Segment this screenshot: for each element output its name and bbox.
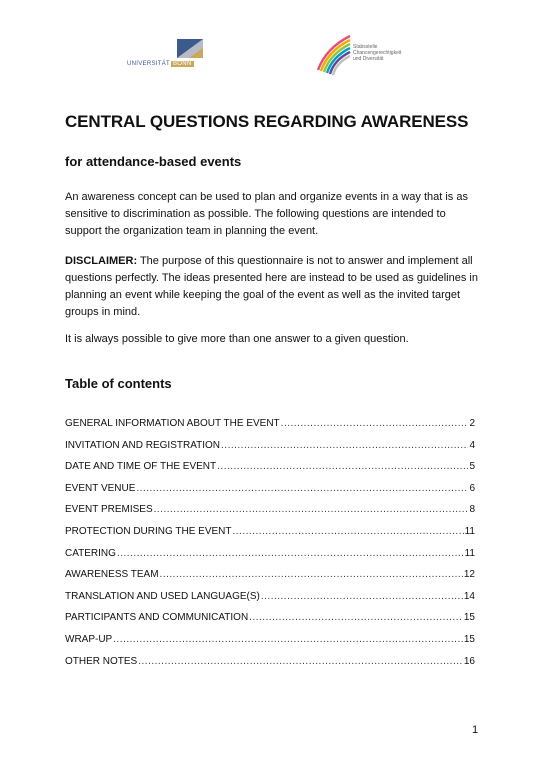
toc-entry-title: DATE AND TIME OF THE EVENT <box>65 461 217 473</box>
toc-leader-dots <box>233 525 464 539</box>
toc-leader-dots <box>249 611 463 625</box>
table-of-contents <box>65 417 475 676</box>
note-paragraph: It is always possible to give more than one answer to a given question. <box>65 333 409 345</box>
stabsstelle-text <box>353 44 423 62</box>
toc-leader-dots <box>113 633 463 647</box>
toc-heading: Table of contents <box>65 376 172 391</box>
toc-entry-page: 15 <box>463 612 475 624</box>
document-subtitle: for attendance-based events <box>65 154 242 169</box>
toc-entry-title: OTHER NOTES <box>65 655 138 667</box>
stripes-icon <box>316 30 352 76</box>
toc-leader-dots <box>281 417 469 431</box>
toc-entry[interactable] <box>65 655 475 677</box>
stabsstelle-line-3: und Diversität <box>353 56 384 62</box>
toc-entry[interactable] <box>65 482 475 504</box>
toc-entry[interactable] <box>65 417 475 439</box>
toc-leader-dots <box>154 503 469 517</box>
toc-entry-title: GENERAL INFORMATION ABOUT THE EVENT <box>65 418 280 429</box>
stabsstelle-line-1: Stabsstelle <box>353 44 378 50</box>
toc-entry-page: 11 <box>464 525 475 537</box>
toc-entry-title: CATERING <box>65 547 116 559</box>
toc-entry-page: 15 <box>463 633 475 645</box>
toc-leader-dots <box>117 547 464 561</box>
toc-leader-dots <box>261 590 463 604</box>
toc-entry[interactable] <box>65 633 475 655</box>
stabsstelle-line-2: Chancengerechtigkeit <box>353 50 402 56</box>
toc-entry-title: AWARENESS TEAM <box>65 569 159 581</box>
toc-entry-page: 4 <box>469 439 475 451</box>
toc-leader-dots <box>160 568 463 582</box>
stabsstelle-logo <box>316 30 426 76</box>
toc-entry-title: EVENT PREMISES <box>65 504 153 516</box>
toc-entry-page: 6 <box>469 482 475 494</box>
toc-leader-dots <box>221 439 468 453</box>
logo-word-universitaet: UNIVERSITÄT <box>127 61 170 67</box>
toc-entry[interactable] <box>65 568 475 590</box>
toc-entry-page: 12 <box>463 569 475 581</box>
toc-leader-dots <box>217 460 468 474</box>
toc-entry[interactable] <box>65 460 475 482</box>
toc-entry[interactable] <box>65 503 475 525</box>
toc-entry-title: TRANSLATION AND USED LANGUAGE(S) <box>65 590 260 602</box>
document-title: CENTRAL QUESTIONS REGARDING AWARENESS <box>65 112 469 131</box>
toc-entry-page: 8 <box>469 504 475 516</box>
toc-entry[interactable] <box>65 525 475 547</box>
intro-paragraph: An awareness concept can be used to plan and organize events in a way that is as sensitive to discrimination as possible. The following questions are intended to support the organization team in planning the event. <box>65 191 468 237</box>
toc-entry[interactable] <box>65 439 475 461</box>
toc-entry-title: PROTECTION DURING THE EVENT <box>65 525 232 537</box>
toc-entry-title: EVENT VENUE <box>65 482 136 494</box>
toc-entry[interactable] <box>65 611 475 633</box>
logo-block-gold <box>189 48 203 58</box>
toc-entry[interactable] <box>65 547 475 569</box>
disclaimer-paragraph <box>65 253 485 321</box>
toc-entry-page: 5 <box>469 461 475 473</box>
disclaimer-text: The purpose of this questionnaire is not to answer and implement all questions perfectly. The ideas presented here are instead to be used as guidelines in planning an event while keeping the goal of the event as well as the invited target groups in mind. <box>65 255 478 318</box>
toc-entry-page: 11 <box>464 547 475 559</box>
disclaimer-label: DISCLAIMER: <box>65 255 138 267</box>
toc-leader-dots <box>138 655 463 669</box>
toc-entry-title: PARTICIPANTS AND COMMUNICATION <box>65 612 249 624</box>
logo-wordmark <box>127 61 213 71</box>
toc-leader-dots <box>136 482 468 496</box>
toc-entry-page: 2 <box>469 418 475 429</box>
toc-entry[interactable] <box>65 590 475 612</box>
toc-entry-page: 14 <box>463 590 475 602</box>
logo-word-bonn: BONN <box>172 61 192 67</box>
toc-entry-title: WRAP-UP <box>65 633 113 645</box>
toc-entry-title: INVITATION AND REGISTRATION <box>65 439 221 451</box>
university-bonn-logo <box>127 34 213 74</box>
page-number: 1 <box>472 724 479 736</box>
toc-entry-page: 16 <box>463 655 475 667</box>
